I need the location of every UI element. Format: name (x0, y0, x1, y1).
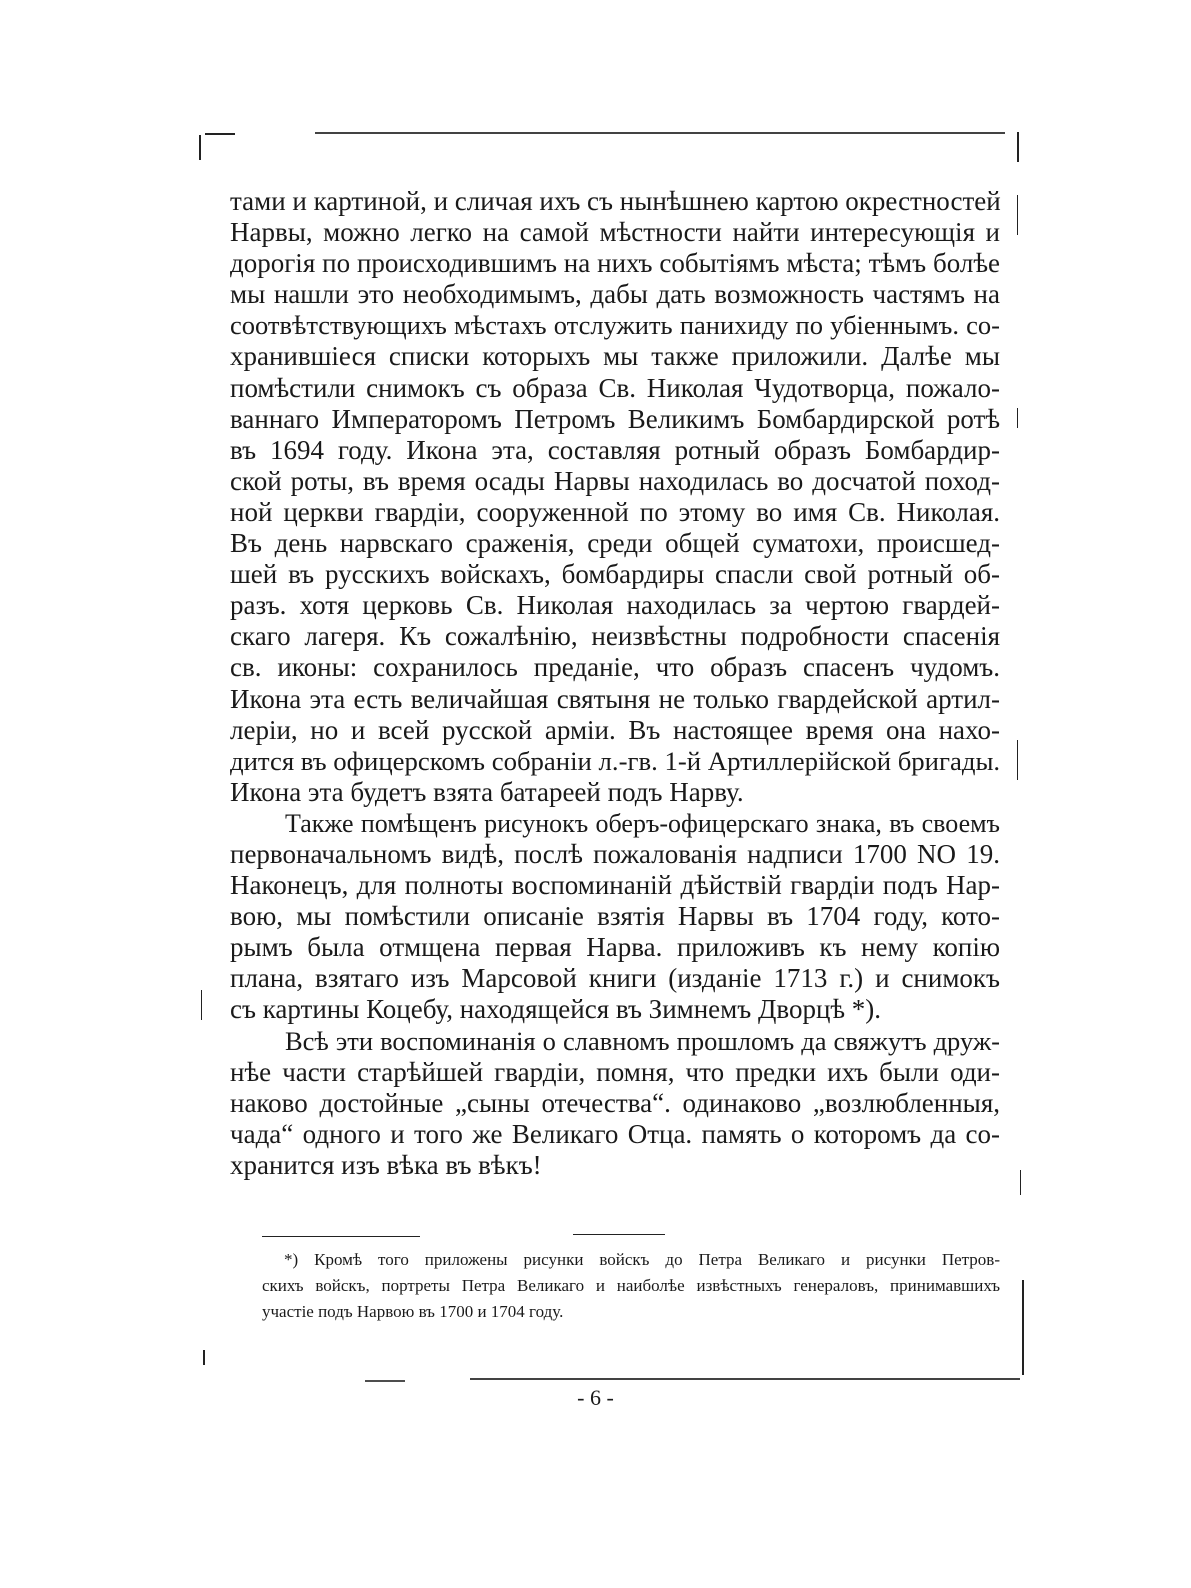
text-line: ной церкви гвардіи, сооруженной по этому во имя Св. Николая. (230, 496, 1000, 527)
right-frame-rule (1017, 132, 1019, 162)
text-line: мы нашли это необходимымъ, дабы дать возможность частямъ на (230, 279, 1000, 310)
right-margin-mark (1022, 1280, 1024, 1375)
text-line: леріи, но и всей русской арміи. Въ настоящее время она нахо- (230, 714, 1000, 745)
left-margin-mark (203, 1350, 205, 1365)
right-margin-mark (1017, 195, 1018, 235)
right-margin-mark (1017, 408, 1018, 428)
text-line: чада“ одного и того же Великаго Отца. память о которомъ да со- (230, 1118, 1000, 1149)
text-line: св. иконы: сохранилось преданіе, что образъ спасенъ чудомъ. (230, 652, 1000, 683)
text-line: ской роты, въ время осады Нарвы находилась во досчатой поход- (230, 465, 1000, 496)
footnote-line: *) Кромѣ того приложены рисунки войскъ до Петра Великаго и рисунки Петров- (284, 1250, 1000, 1269)
bottom-frame-rule-left (365, 1380, 405, 1382)
footnote (262, 1247, 1000, 1325)
right-margin-mark (1020, 1170, 1021, 1195)
left-frame-rule (199, 135, 201, 160)
text-line: Наконецъ, для полноты воспоминаній дѣйствій гвардіи подъ Нар- (230, 870, 1000, 901)
right-margin-mark (1017, 740, 1018, 780)
footnote-line: участіе подъ Нарвою въ 1700 и 1704 году. (262, 1302, 564, 1321)
text-line: въ 1694 году. Икона эта, составляя ротный образъ Бомбардир- (230, 434, 1000, 465)
text-line: Нарвы, можно легко на самой мѣстности найти интересующія и (230, 217, 1000, 248)
text-line: тами и картиной, и сличая ихъ съ нынѣшнею картою окрестностей (230, 186, 1001, 216)
body-text (230, 186, 1000, 1181)
text-line: Икона эта есть величайшая святыня не только гвардейской артил- (230, 683, 1000, 714)
text-line: дится въ офицерскомъ собраніи л.-гв. 1-й Артиллерійской бригады. (230, 745, 1001, 776)
text-line: вою, мы помѣстили описаніе взятія Нарвы въ 1704 году, кото- (230, 901, 1000, 932)
text-line: съ картины Коцебу, находящейся въ Зимнемъ Дворцѣ *). (230, 994, 882, 1025)
text-line: скаго лагеря. Къ сожалѣнію, неизвѣстны подробности спасенія (230, 621, 1000, 652)
text-line: хранится изъ вѣка въ вѣкъ! (230, 1149, 542, 1180)
page-number: - 6 - (577, 1385, 614, 1410)
text-line: Всѣ эти воспоминанія о славномъ прошломъ да свяжутъ друж- (285, 1025, 1000, 1056)
text-line: Также помѣщенъ рисунокъ оберъ-офицерскаго знака, въ своемъ (285, 808, 1000, 838)
text-line: хранившіеся списки которыхъ мы также приложили. Далѣе мы (230, 341, 1000, 372)
left-margin-mark (201, 990, 202, 1020)
top-frame-rule-left (205, 133, 235, 135)
text-line: Въ день нарвскаго сраженія, среди общей суматохи, происшед- (230, 528, 1000, 559)
text-line: нѣе части старѣйшей гвардіи, помня, что предки ихъ были оди- (230, 1056, 1000, 1087)
text-line: шей въ русскихъ войскахъ, бомбардиры спасли свой ротный об- (230, 559, 1000, 590)
text-line: ваннаго Императоромъ Петромъ Великимъ Бомбардирской ротѣ (230, 403, 1000, 434)
text-line: помѣстили снимокъ съ образа Св. Николая Чудотворца, пожало- (230, 372, 1000, 403)
text-line: разъ. хотя церковь Св. Николая находилась за чертою гвардей- (230, 590, 1000, 621)
text-line: Икона эта будетъ взята батареей подъ Нарву. (230, 776, 744, 807)
text-line: наково достойные „сыны отечества“. одинаково „возлюбленныя, (230, 1087, 1000, 1118)
bottom-frame-rule (470, 1378, 1020, 1380)
top-frame-rule (315, 132, 1005, 134)
text-line: первоначальномъ видѣ, послѣ пожалованія надписи 1700 NO 19. (230, 838, 1000, 869)
footnote-separator (262, 1236, 420, 1237)
text-line: соотвѣтствующихъ мѣстахъ отслужить панихиду по убіеннымъ. со- (230, 310, 1000, 341)
text-line: рымъ была отмщена первая Нарва. приложивъ къ нему копію (230, 932, 1000, 963)
text-line: плана, взятаго изъ Марсовой книги (изданіе 1713 г.) и снимокъ (230, 963, 1000, 994)
footnote-separator (573, 1234, 665, 1235)
text-line: дорогія по происходившимъ на нихъ событіямъ мѣста; тѣмъ болѣе (230, 248, 1000, 279)
footnote-line: скихъ войскъ, портреты Петра Великаго и наиболѣе извѣстныхъ генераловъ, принимавшихъ (262, 1276, 1000, 1295)
